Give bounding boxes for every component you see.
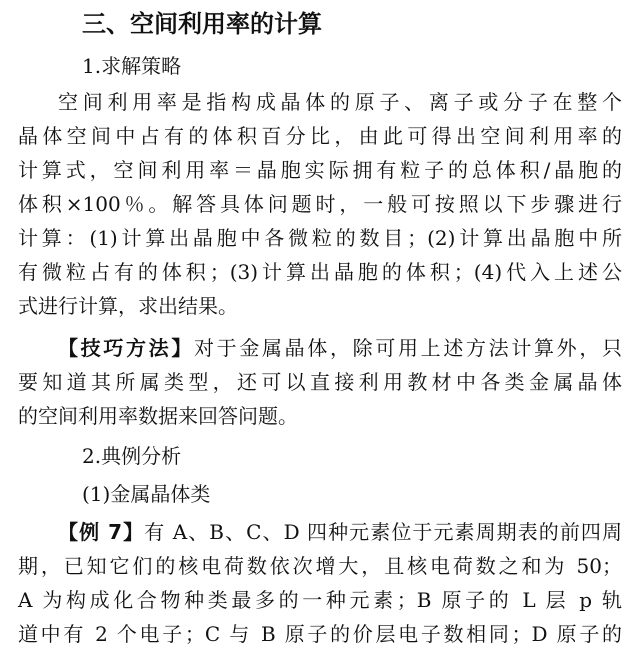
- paragraph-line: 空间利用率是指构成晶体的原子、离子或分子在整个: [58, 90, 622, 114]
- tip-text: 对于金属晶体，除可用上述方法计算外，只: [194, 336, 622, 360]
- paragraph-line: 晶体空间中占有的体积百分比，由此可得出空间利用率的: [18, 124, 622, 148]
- paragraph-line: 要知道其所属类型，还可以直接利用教材中各类金属晶体: [18, 370, 622, 394]
- paragraph-line: 体积×100％。解答具体问题时，一般可按照以下步骤进行: [18, 192, 622, 216]
- metal-crystal-subtitle: (1)金属晶体类: [82, 482, 211, 506]
- paragraph-line: 道中有 2 个电子；C 与 B 原子的价层电子数相同；D 原子的: [18, 622, 622, 646]
- paragraph-line: 式进行计算，求出结果。: [18, 294, 238, 318]
- paragraph-line: 的空间利用率数据来回答问题。: [18, 404, 298, 428]
- paragraph-line: 计算式，空间利用率＝晶胞实际拥有粒子的总体积/晶胞的: [18, 158, 622, 182]
- strategy-subtitle: 1.求解策略: [82, 54, 182, 78]
- paragraph-line: 有微粒占有的体积；(3)计算出晶胞的体积；(4)代入上述公: [18, 260, 622, 284]
- example-tag: 【例 7】: [58, 520, 145, 544]
- paragraph-line: [18, 334, 622, 362]
- paragraph-line: 计算：(1)计算出晶胞中各微粒的数目；(2)计算出晶胞中所: [18, 226, 622, 250]
- example-text: 有 A、B、C、D 四种元素位于元素周期表的前四周: [144, 520, 622, 544]
- section-title: 三、空间利用率的计算: [82, 10, 322, 38]
- paragraph-line: 期，已知它们的核电荷数依次增大，且核电荷数之和为 50；: [18, 554, 622, 578]
- example-analysis-subtitle: 2.典例分析: [82, 444, 182, 468]
- paragraph-line: [18, 518, 622, 546]
- tip-tag: 【技巧方法】: [58, 336, 194, 360]
- paragraph-line: A 为构成化合物种类最多的一种元素；B 原子的 L 层 p 轨: [18, 588, 622, 612]
